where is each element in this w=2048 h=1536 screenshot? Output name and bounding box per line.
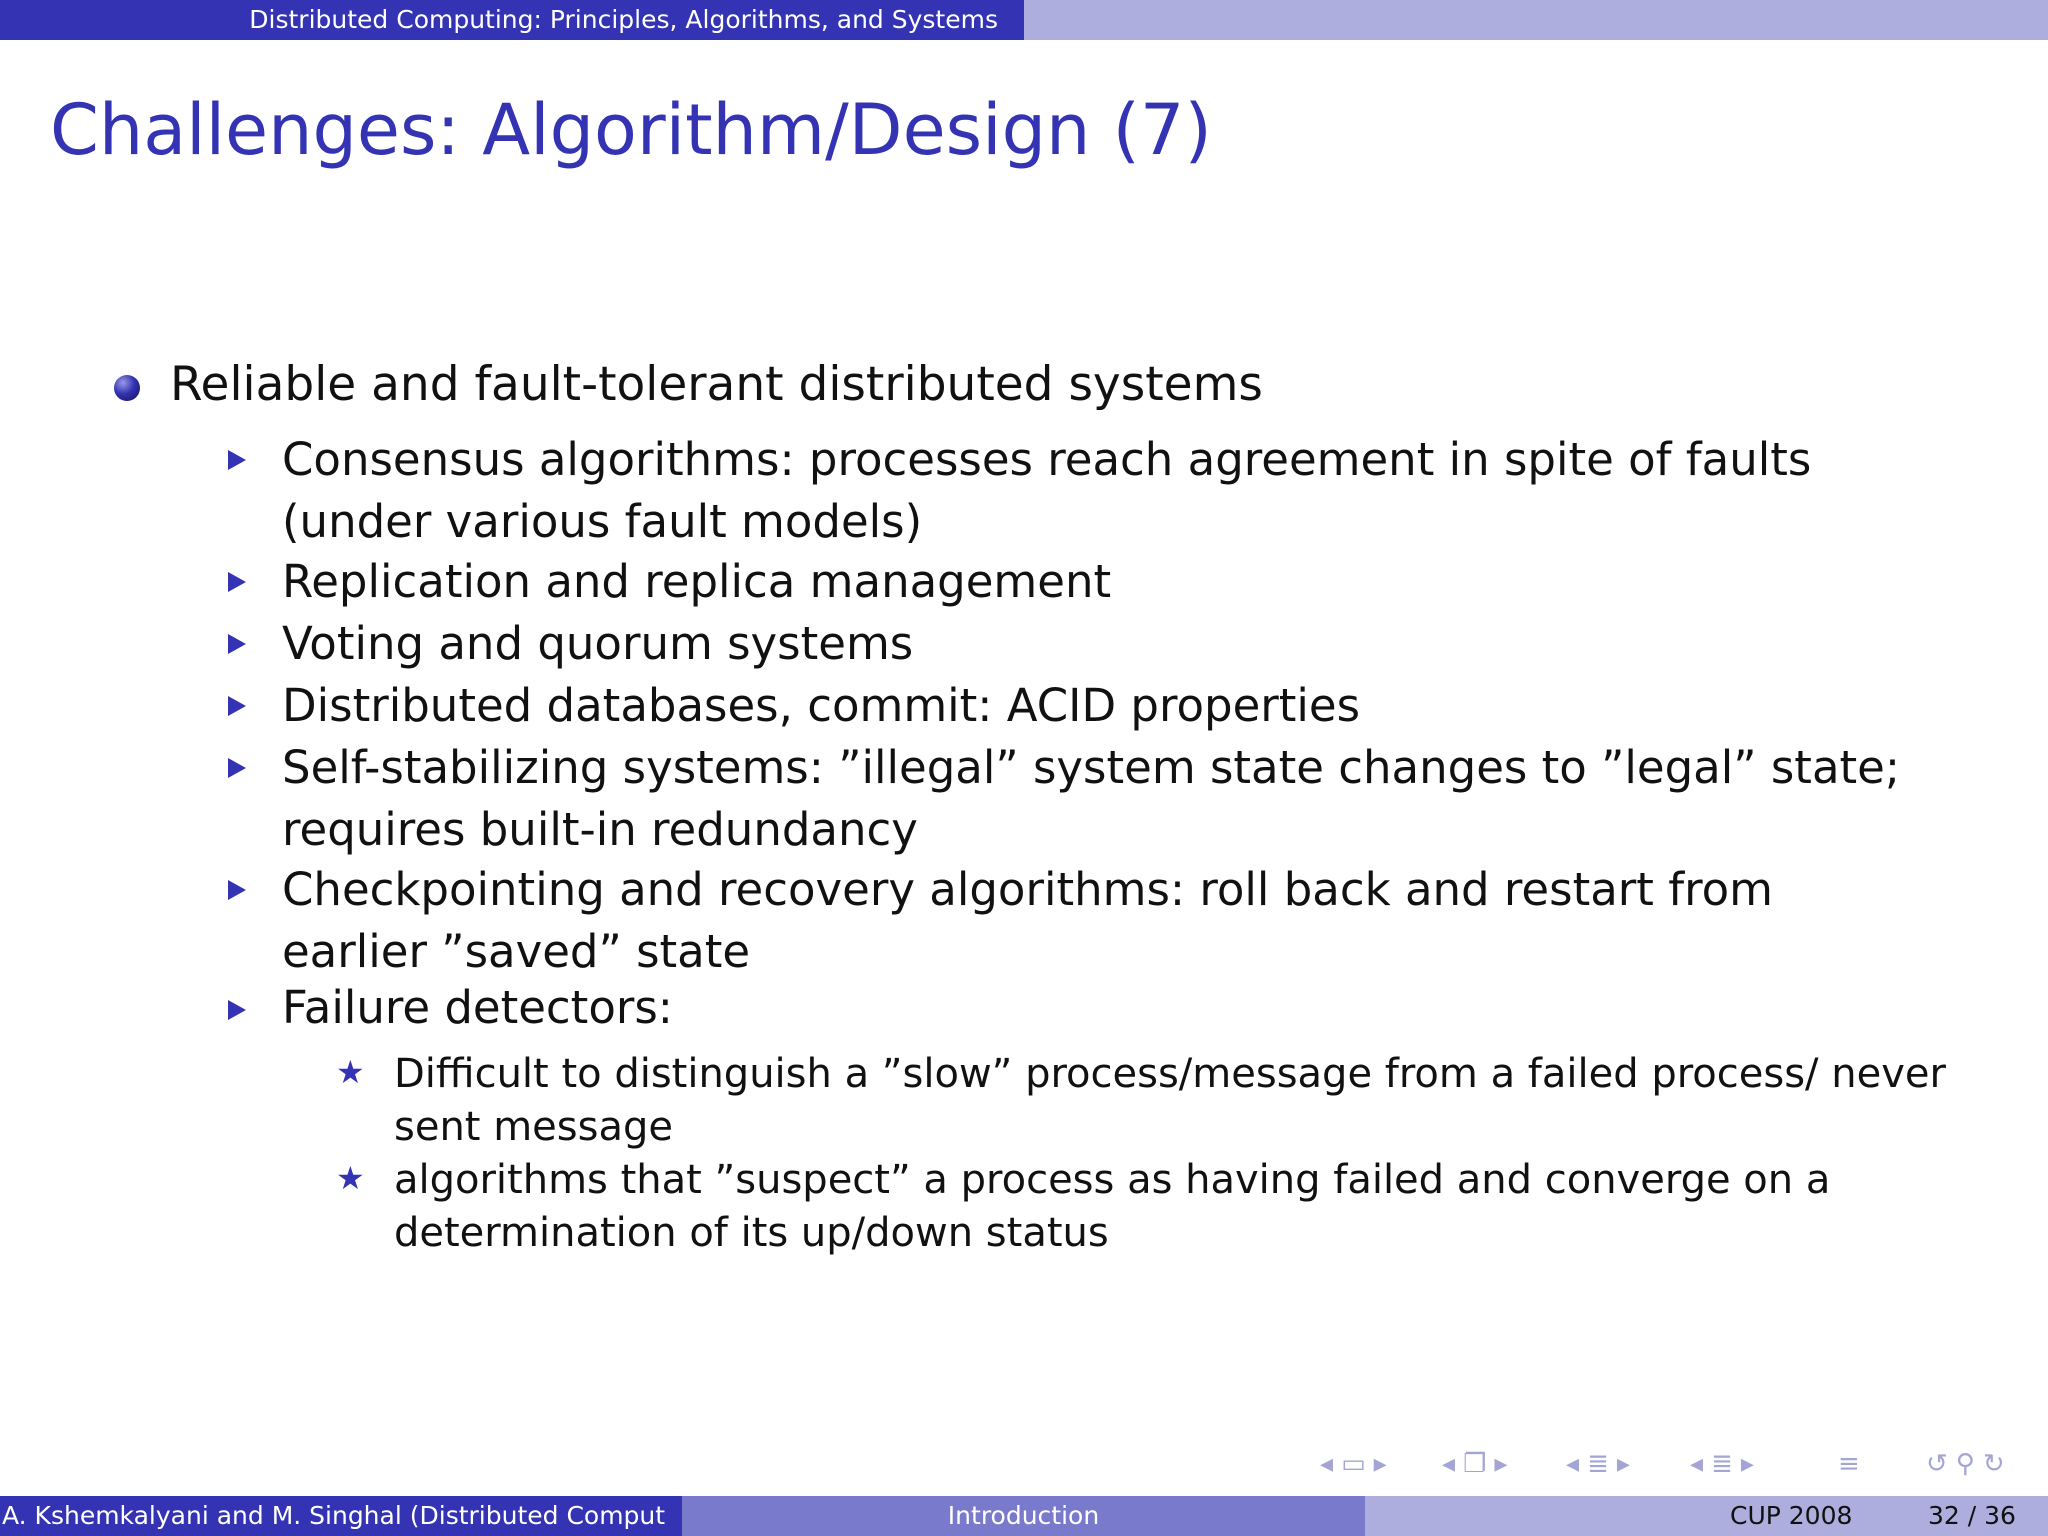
frame-icon[interactable]: ▭ [1341, 1449, 1366, 1479]
forward-icon[interactable]: ↻ [1982, 1449, 2005, 1479]
sub-list-item: Difficult to distinguish a ”slow” process/message from a failed process/ never sent message [394, 1051, 1946, 1150]
list-item: Voting and quorum systems [282, 617, 914, 670]
nav-right-arrow-icon[interactable]: ▸ [1740, 1449, 1754, 1479]
nav-subsection-controls [1438, 1448, 1511, 1480]
footer-right-band [1365, 1496, 2048, 1536]
part-icon[interactable]: ≣ [1711, 1449, 1733, 1479]
list-item: Failure detectors: [282, 981, 673, 1034]
list-item: Checkpointing and recovery algorithms: roll back and restart from earlier ”saved” state [282, 863, 1773, 978]
section-icon[interactable]: ≣ [1587, 1449, 1609, 1479]
back-icon[interactable]: ↺ [1926, 1449, 1948, 1479]
nav-section-controls [1562, 1448, 1634, 1480]
list-item: Consensus algorithms: processes reach agreement in spite of faults (under various fault models) [282, 433, 1812, 548]
subsection-icon[interactable]: ❐ [1463, 1449, 1487, 1479]
star-bullet-icon: ★ [336, 1159, 365, 1197]
triangle-bullet-icon [228, 634, 246, 654]
nav-part-controls [1686, 1448, 1758, 1480]
align-icon[interactable]: ≡ [1838, 1449, 1860, 1479]
slide-title: Challenges: Algorithm/Design (7) [50, 89, 1212, 171]
nav-align-control [1834, 1448, 1864, 1480]
triangle-bullet-icon [228, 450, 246, 470]
list-item: Replication and replica management [282, 555, 1112, 608]
triangle-bullet-icon [228, 696, 246, 716]
nav-right-arrow-icon[interactable]: ▸ [1373, 1449, 1387, 1479]
list-item: Distributed databases, commit: ACID properties [282, 679, 1361, 732]
nav-left-arrow-icon[interactable]: ◂ [1320, 1449, 1334, 1479]
nav-right-arrow-icon[interactable]: ▸ [1494, 1449, 1508, 1479]
star-bullet-icon: ★ [336, 1053, 365, 1091]
triangle-bullet-icon [228, 758, 246, 778]
triangle-bullet-icon [228, 880, 246, 900]
search-icon[interactable]: ⚲ [1955, 1449, 1975, 1479]
bullet-ball-icon [114, 375, 140, 401]
course-title[interactable]: Distributed Computing: Principles, Algorithms, and Systems [0, 0, 1024, 40]
nav-search-controls [1922, 1448, 2009, 1480]
footer-bar [0, 1496, 2048, 1536]
sub-list-item: algorithms that ”suspect” a process as having failed and converge on a determination of its up/down status [394, 1157, 1831, 1256]
nav-left-arrow-icon[interactable]: ◂ [1690, 1449, 1704, 1479]
page-number: 32 / 36 [1928, 1501, 2016, 1530]
nav-right-arrow-icon[interactable]: ▸ [1616, 1449, 1630, 1479]
footer-authors[interactable]: A. Kshemkalyani and M. Singhal (Distributed Comput [0, 1496, 682, 1536]
main-bullet-text: Reliable and fault-tolerant distributed systems [170, 357, 1263, 412]
nav-left-arrow-icon[interactable]: ◂ [1566, 1449, 1580, 1479]
footer-section[interactable]: Introduction [682, 1496, 1365, 1536]
triangle-bullet-icon [228, 572, 246, 592]
triangle-bullet-icon [228, 1000, 246, 1020]
nav-left-arrow-icon[interactable]: ◂ [1442, 1449, 1456, 1479]
list-item: Self-stabilizing systems: ”illegal” system state changes to ”legal” state; requires built-in redundancy [282, 741, 1901, 856]
footer-publisher: CUP 2008 [1730, 1501, 1853, 1530]
nav-frame-controls [1316, 1448, 1391, 1480]
